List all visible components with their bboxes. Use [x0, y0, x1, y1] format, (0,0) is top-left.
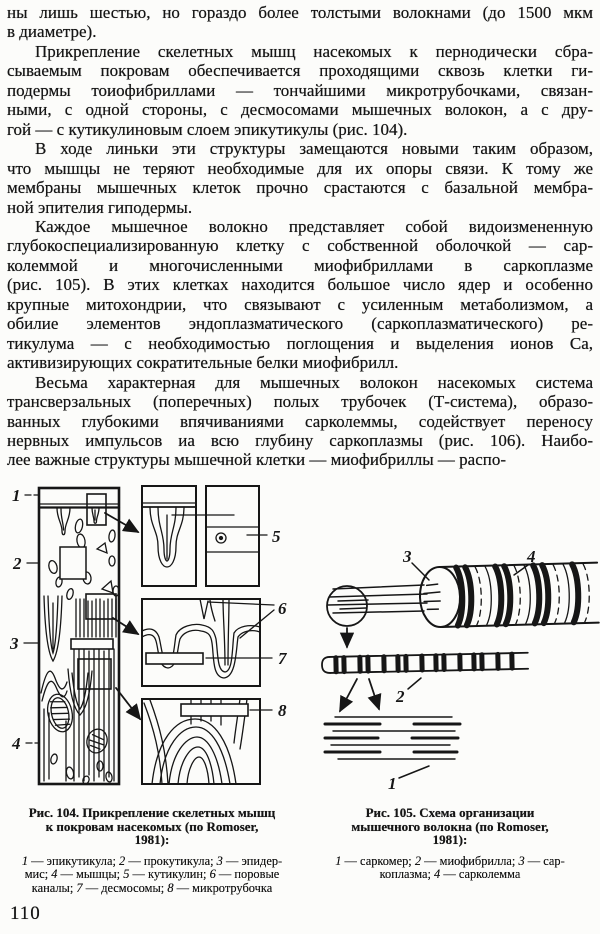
- fig105-drawing: [322, 563, 599, 778]
- fig105-label-2: 2: [396, 687, 405, 706]
- fig105-illustration: [300, 481, 600, 803]
- fig105-label-3: 3: [403, 547, 412, 566]
- body-line: что мышцы не теряют необходимые для их опоры связи. К тому же: [7, 158, 593, 178]
- body-line: ной эпителия гиподермы.: [7, 197, 193, 217]
- caption-line: Рис. 105. Схема организации: [365, 805, 535, 820]
- inset-microtubule: [142, 699, 272, 784]
- caption-line: каналы; 7 — десмосомы; 8 — микротрубочка: [31, 880, 273, 895]
- body-line: мембраны мышечных клеток прочно срастаются с базальной мембра-: [7, 178, 593, 198]
- body-line: В ходе линьки эти структуры замещаются новыми таким образом,: [35, 139, 593, 159]
- body-line: гой — с кутикулиновым слоем эпикутикулы (рис. 104).: [7, 119, 408, 139]
- caption-line: коплазма; 4 — сарколемма: [379, 867, 521, 882]
- fig104-label-6: 6: [278, 599, 287, 618]
- body-line: крупные митохондрии, что связывают с усиленным метаболизмом, а: [7, 294, 593, 314]
- body-line: трансверзальных (поперечных) полых трубочек (Т-система), образо-: [7, 392, 593, 412]
- caption-line: 1 — саркомер; 2 — миофибрилла; 3 — сар-: [335, 853, 565, 868]
- sarcomere-filaments: [325, 717, 460, 759]
- fig104-label-3: 3: [10, 634, 19, 653]
- body-line: глубокоспециализированную клетку с собственной оболочкой — сар-: [7, 236, 593, 256]
- fig104-caption: [6, 806, 298, 896]
- body-line: ны лишь шестью, но гораздо более толстыми волокнами (до 1500 мкм: [7, 3, 593, 22]
- body-line: активизирующих сократительные белки миофибрилл.: [7, 353, 399, 373]
- fig105-label-4: 4: [527, 547, 536, 566]
- body-line: ными, с одной стороны, с десмосомами мышечных волокон, а с дру-: [7, 100, 593, 120]
- body-line: Прикрепление скелетных мышц насекомых к пернодически сбра-: [35, 41, 593, 61]
- label-pointers: [24, 495, 39, 743]
- caption-line: Рис. 104. Прикрепление скелетных мышц: [28, 805, 276, 820]
- inset-pore-canal: [142, 486, 234, 586]
- fig105-caption-legend: [304, 855, 596, 882]
- body-line: Каждое мышечное волокно представляет собой видоизмененную: [35, 216, 593, 236]
- body-line: колеммой и многочисленными миофибриллами в саркоплазме: [7, 255, 593, 275]
- body-text: [7, 3, 593, 470]
- inset-cuticulin: [206, 486, 267, 586]
- body-line: обилие элементов эндоплазматического (саркоплазматического) ре-: [7, 314, 593, 334]
- body-line: тикулума — с необходимостью поглощения и выделения ионов Са,: [7, 333, 593, 353]
- body-line: Весьма характерная для мышечных волокон насекомых система: [35, 372, 593, 392]
- filament-arrow-left: [340, 679, 357, 711]
- body-line: ванных глубокими впячиваниями сарколеммы, содействует переносу: [7, 411, 593, 431]
- integument-column: [39, 488, 119, 785]
- fig104-label-8: 8: [278, 701, 287, 720]
- body-line: подермы тоиофибриллами — тончайшими микротрубочками, связан-: [7, 80, 593, 100]
- fig104-drawing: [24, 486, 274, 785]
- body-line: в диаметре).: [7, 22, 97, 42]
- filament-arrow-right: [369, 679, 379, 709]
- fig104-illustration: [4, 481, 300, 803]
- fig104-label-2: 2: [13, 554, 22, 573]
- caption-line: 1981):: [134, 832, 170, 848]
- fig104-label-4: 4: [12, 734, 21, 753]
- inset-desmosome: [142, 599, 274, 686]
- label3-pointer: [412, 563, 429, 580]
- fig104-label-1: 1: [12, 486, 21, 505]
- page-number: 110: [10, 903, 41, 924]
- fig104-caption-legend: [6, 855, 298, 896]
- fig105-caption-title: [304, 806, 596, 847]
- label1-pointer: [399, 766, 429, 778]
- fig105-label-1: 1: [388, 774, 397, 793]
- caption-line: мышечного волокна (по Romoser,: [351, 818, 549, 834]
- fig104-label-7: 7: [278, 649, 287, 668]
- body-line: сываемым покровам обеспечивается проходящими сквозь клетки ги-: [7, 61, 593, 81]
- body-line: нервных импульсов иа всю глубину саркоплазмы (рис. 106). Наибо-: [7, 430, 593, 450]
- body-line: лее важные структуры мышечной клетки — миофибриллы — распо-: [7, 450, 507, 470]
- caption-line: 1 — эпикутикула; 2 — прокутикула; 3 — эпидер-: [21, 853, 283, 868]
- myofibril: [322, 653, 528, 673]
- fiber-end-detail: [327, 585, 427, 647]
- muscle-fiber: [419, 563, 599, 628]
- caption-line: мис; 4 — мышцы; 5 — кутикулин; 6 — поровые: [24, 867, 280, 882]
- caption-line: к покровам насекомых (по Romoser,: [45, 818, 259, 834]
- fig105-caption: [304, 806, 596, 882]
- caption-line: 1981):: [432, 832, 468, 848]
- body-line: (рис. 105). В этих клетках находится большое число ядер и особенно: [7, 275, 593, 295]
- label2-pointer: [408, 678, 421, 689]
- fig104-label-5: 5: [272, 527, 281, 546]
- fig104-caption-title: [6, 806, 298, 847]
